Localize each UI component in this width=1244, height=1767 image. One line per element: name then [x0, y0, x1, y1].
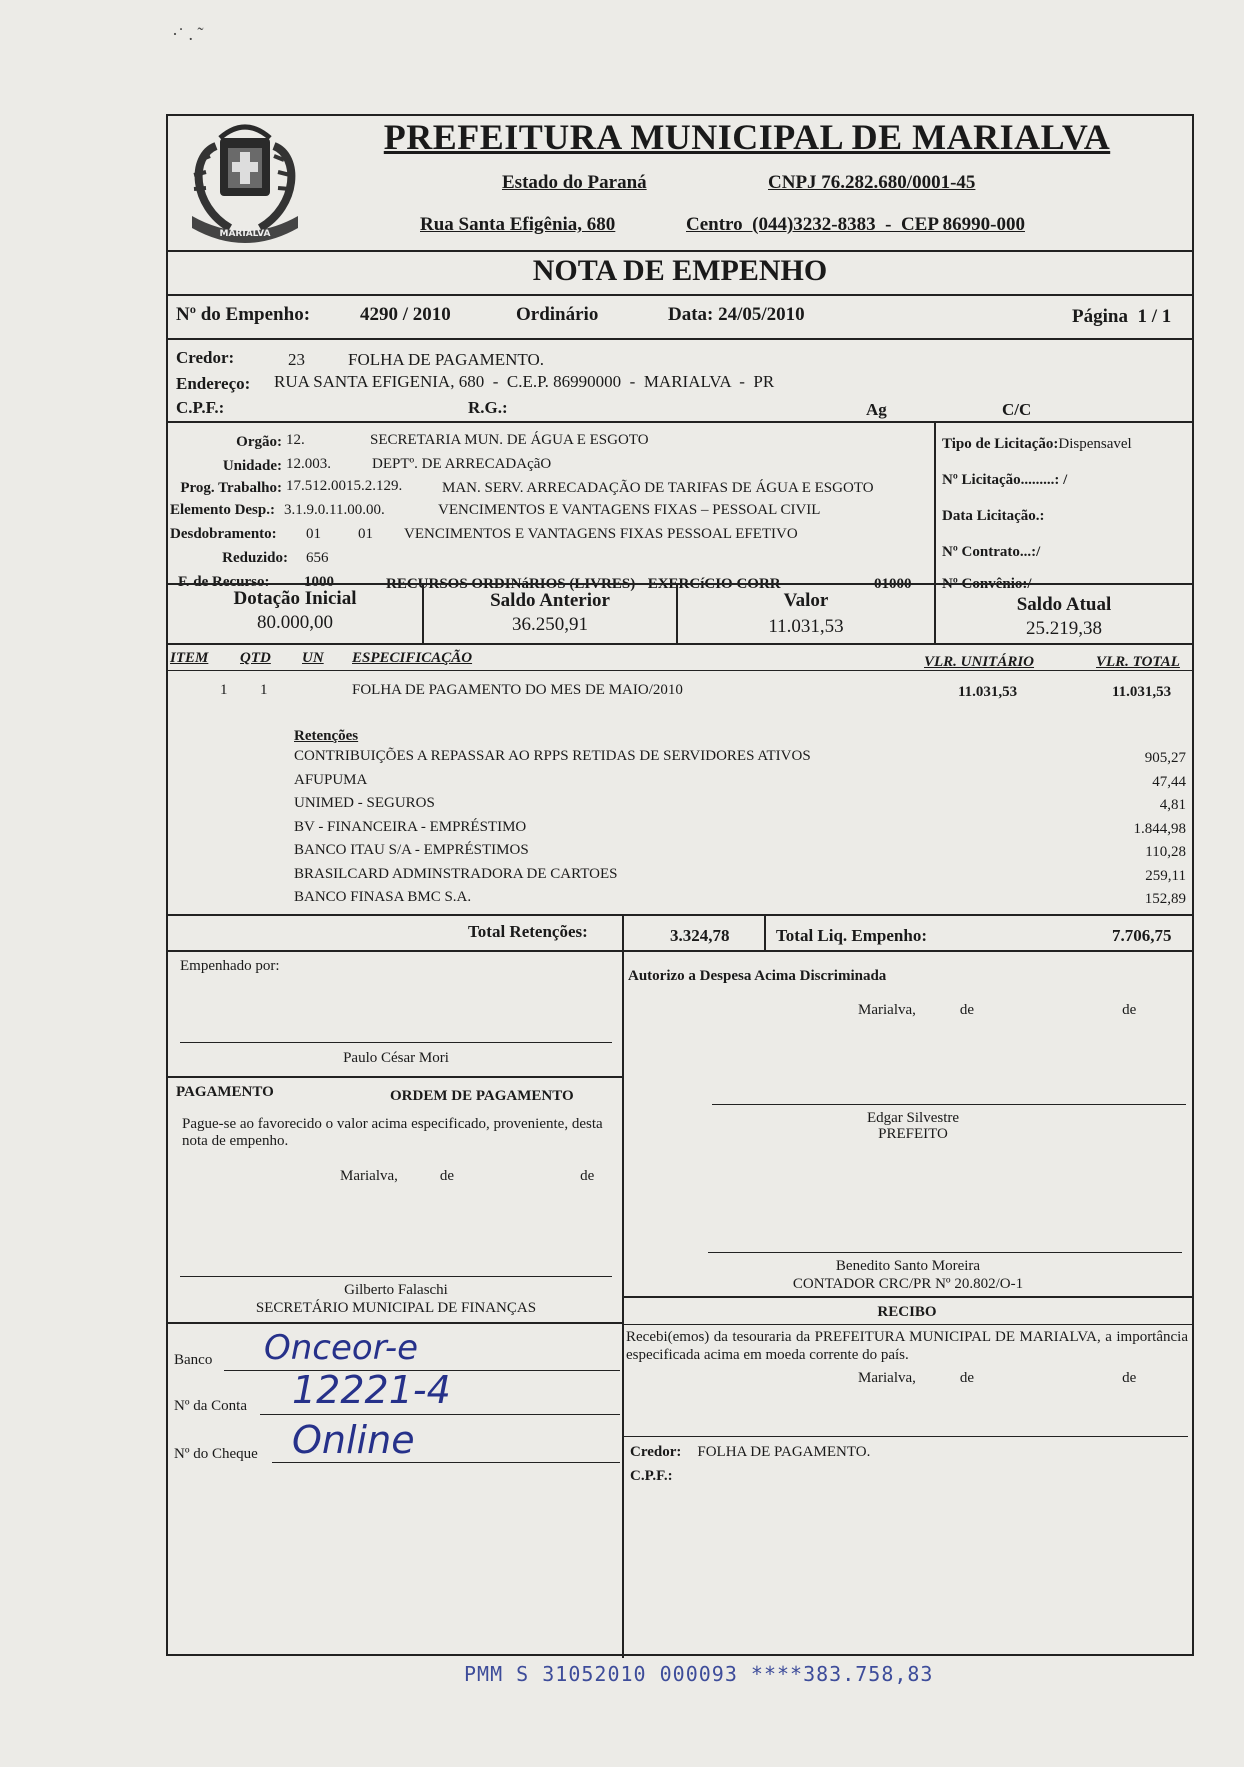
- empenho-label: Nº do Empenho:: [176, 304, 311, 325]
- item-number: 1: [220, 682, 228, 698]
- unidade-name: DEPTº. DE ARRECADAçãO: [372, 456, 552, 472]
- dotacao-label: Dotação Inicial: [233, 588, 357, 609]
- saldo-atual-value: 25.219,38: [1026, 618, 1102, 639]
- retencoes-list: [294, 748, 1190, 913]
- desdobramento-code: 01: [306, 526, 321, 542]
- prog-code: 17.512.0015.2.129.: [286, 478, 403, 494]
- total-liquido-value: 7.706,75: [1112, 926, 1172, 945]
- endereco-value: RUA SANTA EFIGENIA, 680 - C.E.P. 86990000 - MARIALVA - PR: [274, 372, 775, 391]
- retencao-row: BANCO FINASA BMC S.A. 152,89: [294, 889, 1186, 907]
- desdobramento-name: VENCIMENTOS E VANTAGENS FIXAS PESSOAL EFETIVO: [404, 526, 798, 542]
- valor-value: 11.031,53: [768, 616, 844, 637]
- recurso-code2: 01000: [874, 576, 912, 592]
- retencao-row: BANCO ITAU S/A - EMPRÉSTIMOS 110,28: [294, 842, 1186, 860]
- secretario-title: SECRETÁRIO MUNICIPAL DE FINANÇAS: [255, 1300, 537, 1316]
- autorizo-text: Autorizo a Despesa Acima Discriminada: [628, 968, 887, 984]
- credor-code: 23: [288, 350, 305, 369]
- state-label: Estado do Paraná: [502, 172, 647, 193]
- prefeito-name: Edgar Silvestre: [866, 1110, 960, 1126]
- prog-name: MAN. SERV. ARRECADAÇÃO DE TARIFAS DE ÁGUA E ESGOTO: [442, 480, 874, 496]
- recurso-label: F. de Recurso:: [178, 574, 270, 590]
- credor-name: FOLHA DE PAGAMENTO.: [348, 350, 544, 369]
- orgao-name: SECRETARIA MUN. DE ÁGUA E ESGOTO: [370, 432, 649, 448]
- elemento-label: Elemento Desp.:: [170, 502, 275, 518]
- cc-label: C/C: [1002, 400, 1032, 419]
- secretario-name: Gilberto Falaschi: [344, 1282, 448, 1298]
- unidade-label: Unidade:: [222, 458, 282, 474]
- col-qtd: QTD: [240, 650, 271, 666]
- total-retencoes-value: 3.324,78: [670, 926, 730, 945]
- ag-label: Ag: [866, 400, 887, 419]
- prefeito-title: PREFEITO: [878, 1126, 948, 1142]
- elemento-code: 3.1.9.0.11.00.00.: [284, 502, 385, 518]
- col-vlr-unitario: VLR. UNITÁRIO: [924, 654, 1035, 670]
- banco-handwritten: Onceor-e: [264, 1328, 419, 1368]
- doc-title: NOTA DE EMPENHO: [532, 254, 828, 287]
- elemento-name: VENCIMENTOS E VANTAGENS FIXAS – PESSOAL CIVIL: [438, 502, 821, 518]
- credor-label: Credor:: [176, 348, 235, 367]
- scan-marks: ·˙ . ˜: [172, 24, 204, 44]
- retencao-row: UNIMED - SEGUROS 4,81: [294, 795, 1186, 813]
- conta-label: Nº da Conta: [174, 1398, 247, 1414]
- orgao-label: Orgão:: [236, 434, 282, 450]
- total-liquido-label: Total Liq. Empenho:: [776, 926, 927, 945]
- unidade-code: 12.003.: [286, 456, 331, 472]
- conta-handwritten: 12221-4: [292, 1368, 451, 1412]
- retencao-row: CONTRIBUIÇÕES A REPASSAR AO RPPS RETIDAS DE SERVIDORES ATIVOS 905,27: [294, 748, 1186, 766]
- recurso-name: RECURSOS ORDINáRIOS (LIVRES) - EXERCíCIO CORR: [386, 576, 781, 592]
- tipo-licitacao: Tipo de Licitação:Dispensavel: [942, 436, 1132, 452]
- retencoes-title: Retenções: [294, 728, 359, 744]
- contact-label: Centro (044)3232-8383 - CEP 86990-000: [686, 214, 1025, 235]
- empenho-number: 4290 / 2010: [360, 304, 451, 325]
- pagamento-label: PAGAMENTO: [176, 1084, 274, 1100]
- recurso-code: 1000: [304, 574, 334, 590]
- empenhado-name: Paulo César Mori: [343, 1050, 449, 1066]
- col-un: UN: [302, 650, 324, 666]
- pague-text: Pague-se ao favorecido o valor acima especificado, proveniente, desta nota de empenho.: [182, 1116, 603, 1149]
- saldo-atual-label: Saldo Atual: [1016, 594, 1112, 615]
- col-vlr-total: VLR. TOTAL: [1096, 654, 1180, 670]
- rg-label: R.G.:: [468, 398, 508, 417]
- prog-label: Prog. Trabalho:: [180, 480, 282, 496]
- desdobramento-code2: 01: [358, 526, 373, 542]
- saldo-anterior-label: Saldo Anterior: [490, 590, 610, 611]
- cheque-handwritten: Online: [292, 1418, 415, 1462]
- reduzido-code: 656: [306, 550, 329, 566]
- item-total-value: 11.031,53: [1112, 684, 1172, 700]
- numero-convenio: Nº Convênio:/: [942, 576, 1032, 592]
- valor-label: Valor: [783, 590, 829, 611]
- banco-label: Banco: [174, 1352, 213, 1368]
- page-number: Página 1 / 1: [1072, 306, 1172, 327]
- contador-title: CONTADOR CRC/PR Nº 20.802/O-1: [792, 1276, 1024, 1292]
- cnpj-label: CNPJ 76.282.680/0001-45: [768, 172, 976, 193]
- item-description: FOLHA DE PAGAMENTO DO MES DE MAIO/2010: [352, 682, 683, 698]
- cheque-label: Nº do Cheque: [174, 1446, 258, 1462]
- item-unit-value: 11.031,53: [958, 684, 1018, 700]
- empenho-type: Ordinário: [516, 304, 599, 325]
- dotacao-value: 80.000,00: [257, 612, 333, 633]
- numero-licitacao: Nº Licitação.........: /: [942, 472, 1068, 488]
- item-qtd: 1: [260, 682, 268, 698]
- data-licitacao: Data Licitação.:: [942, 508, 1045, 524]
- nota-frame: [166, 114, 1194, 1656]
- empenho-date: Data: 24/05/2010: [668, 304, 805, 325]
- page-title: PREFEITURA MUNICIPAL DE MARIALVA: [383, 117, 1111, 157]
- col-especificacao: ESPECIFICAÇÃO: [352, 650, 473, 666]
- recibo-cpf: C.P.F.:: [630, 1468, 673, 1484]
- cpf-label: C.P.F.:: [176, 398, 225, 417]
- retencao-row: BRASILCARD ADMINSTRADORA DE CARTOES 259,11: [294, 865, 1186, 884]
- empenhado-label: Empenhado por:: [180, 958, 280, 974]
- bank-stamp: PMM S 31052010 000093 ****383.758,83: [464, 1662, 934, 1686]
- saldo-anterior-value: 36.250,91: [512, 614, 588, 635]
- orgao-code: 12.: [286, 432, 305, 448]
- numero-contrato: Nº Contrato...:/: [942, 544, 1041, 560]
- retencao-row: AFUPUMA 47,44: [294, 771, 1186, 790]
- recibo-date: Marialva, de de: [858, 1370, 1137, 1386]
- recibo-text: Recebi(emos) da tesouraria da PREFEITURA MUNICIPAL DE MARIALVA, a importância especificada acima em moeda corrente do país.: [626, 1329, 1188, 1363]
- col-item: ITEM: [170, 650, 209, 666]
- recibo-credor: Credor: FOLHA DE PAGAMENTO.: [630, 1444, 871, 1460]
- pagamento-date: Marialva, de de: [340, 1168, 595, 1184]
- total-retencoes-label: Total Retenções:: [468, 922, 588, 941]
- retencao-row: BV - FINANCEIRA - EMPRÉSTIMO 1.844,98: [294, 818, 1186, 837]
- contador-name: Benedito Santo Moreira: [835, 1258, 981, 1274]
- recibo-title: RECIBO: [877, 1304, 937, 1320]
- autorizo-date: Marialva, de de: [858, 1002, 1137, 1018]
- endereco-label: Endereço:: [176, 374, 251, 393]
- ordem-pagamento-label: ORDEM DE PAGAMENTO: [390, 1088, 574, 1104]
- desdobramento-label: Desdobramento:: [170, 526, 277, 542]
- reduzido-label: Reduzido:: [222, 550, 288, 566]
- address-label: Rua Santa Efigênia, 680: [420, 214, 616, 235]
- svg-text:MARIALVA: MARIALVA: [219, 229, 271, 239]
